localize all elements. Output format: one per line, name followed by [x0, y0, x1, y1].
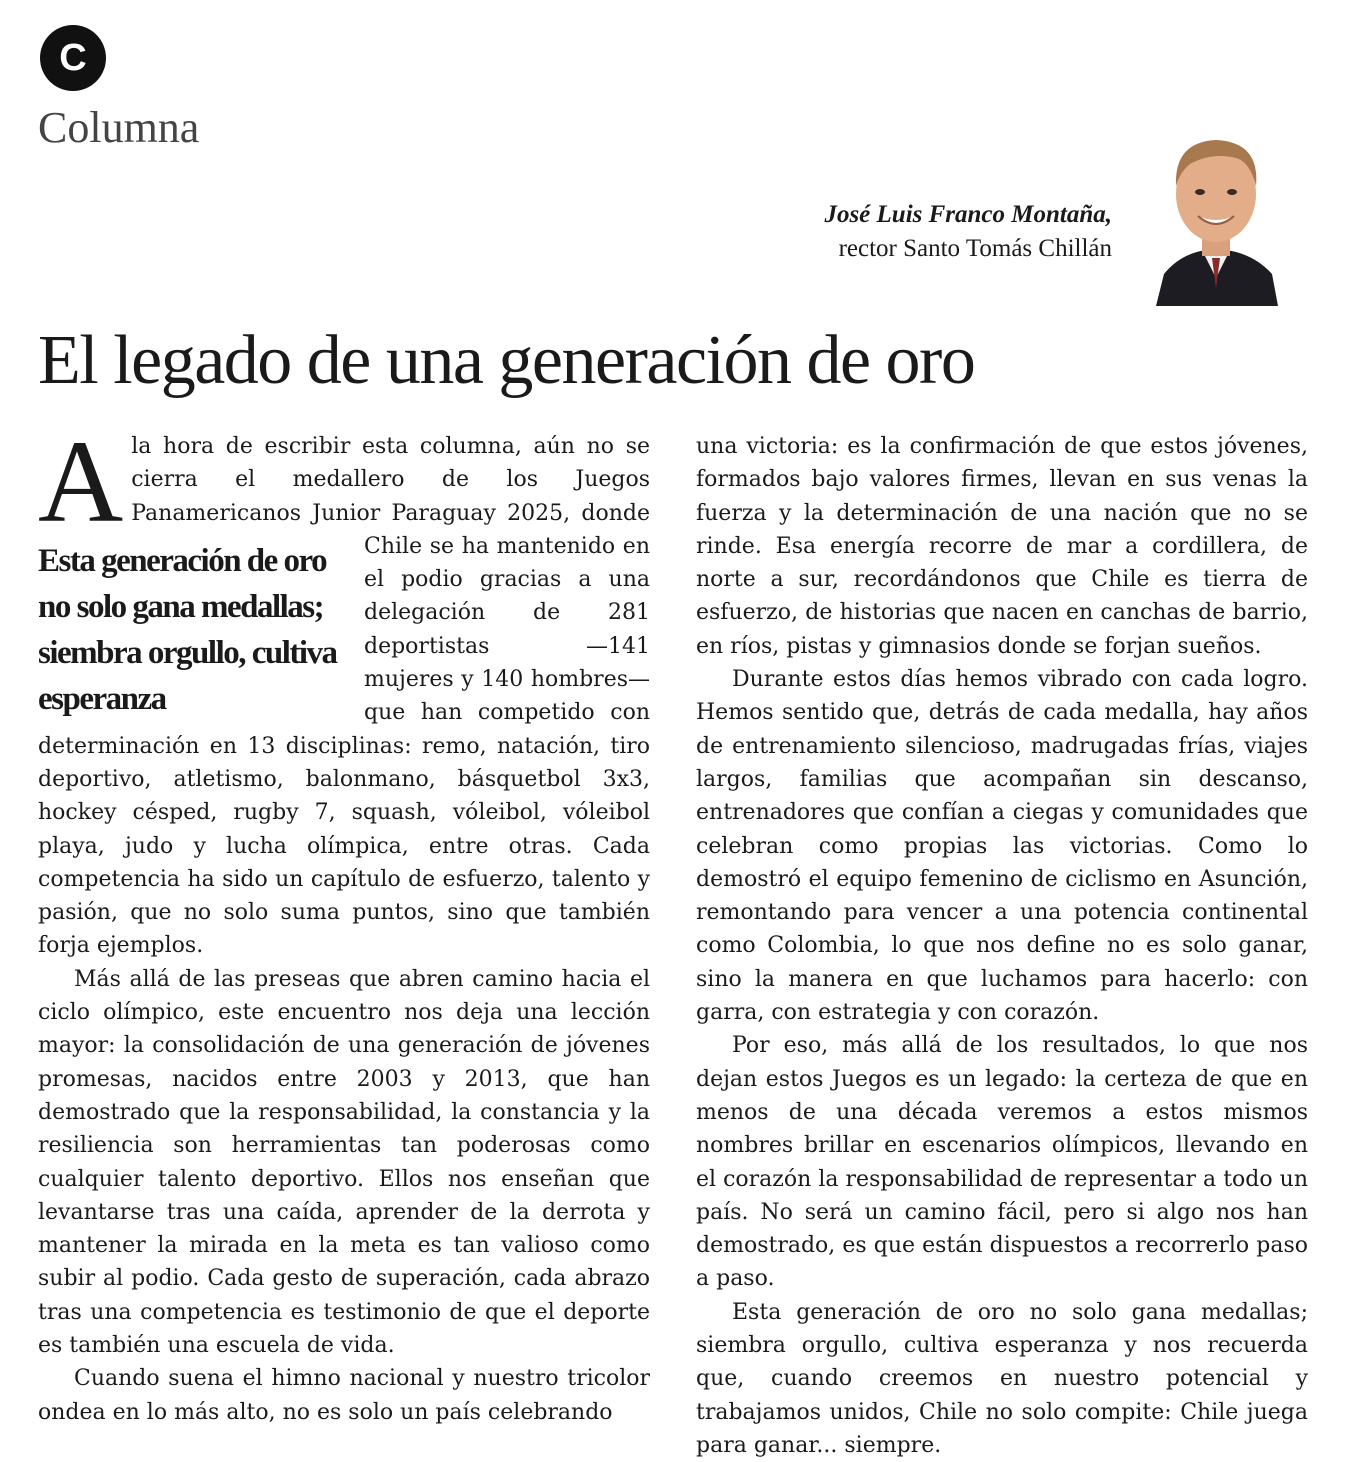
article-paragraph: Más allá de las preseas que abren camino hacia el ciclo olímpico, este encuentro nos deja una lección mayor: la consolidación de una generación de jóvenes promesas, nacidos entre 2003 y 2013, que han demostrado que la responsabilidad, la constancia y la resiliencia son herramientas tan poderosas como cualquier talento deportivo. Ellos nos enseñan que levantarse tras una caída, aprender de la derrota y mantener la mirada en la meta es tan valioso como subir al podio. Cada gesto de superación, cada abrazo tras una competencia es testimonio de que el deporte es también una escuela de vida.	[38, 966, 650, 1359]
pull-quote: Esta generación de oro no solo gana medallas; siembra orgullo, cultiva esperanza	[38, 543, 337, 717]
drop-cap: A	[38, 416, 124, 547]
section-label: Columna	[38, 103, 200, 152]
author-role: rector Santo Tomás Chillán	[838, 235, 1112, 262]
article-paragraph: Por eso, más allá de los resultados, lo que nos dejan estos Juegos es un legado: la certeza de que en menos de una década veremos a estos mismos nombres brillar en escenarios olímpicos, llevando en el corazón la responsabilidad de representar a todo un país. No será un camino fácil, pero si algo nos han demostrado, es que están dispuestos a recorrerlo paso a paso.	[696, 1033, 1308, 1292]
article-paragraph: Cuando suena el himno nacional y nuestro tricolor ondea en lo más alto, no es solo un país celebrando	[38, 1366, 650, 1425]
author-byline	[824, 198, 1112, 266]
article-column-right	[696, 430, 1308, 1462]
headline: El legado de una generación de oro	[38, 322, 975, 399]
article-column-left	[38, 416, 650, 1429]
article-paragraph: Esta generación de oro no solo gana medallas; siembra orgullo, cultiva esperanza y nos recuerda que, cuando creemos en nuestro potencial y trabajamos unidos, Chile no solo compite: Chile juega para ganar... siempre.	[696, 1299, 1308, 1458]
author-name: José Luis Franco Montaña,	[824, 201, 1112, 228]
article-paragraph	[38, 416, 650, 963]
article-paragraph: Durante estos días hemos vibrado con cada logro. Hemos sentido que, detrás de cada medalla, hay años de entrenamiento silencioso, madrugadas frías, viajes largos, familias que acompañan sin descanso, entrenadores que confían a ciegas y comunidades que celebran como propias las victorias. Como lo demostró el equipo femenino de ciclismo en Asunción, remontando para vencer a una potencia continental como Colombia, lo que nos define no es solo ganar, sino la manera en que luchamos para hacerlo: con garra, con estrategia y con corazón.	[696, 667, 1308, 1026]
column-logo: C	[40, 25, 106, 91]
author-portrait	[1150, 128, 1282, 306]
article-paragraph: una victoria: es la confirmación de que estos jóvenes, formados bajo valores firmes, llevan en sus venas la fuerza y la determinación de una nación que no se rinde. Esa energía recorre de mar a cordillera, de norte a sur, recordándonos que Chile es tierra de esfuerzo, de historias que nacen en canchas de barrio, en ríos, pistas y gimnasios donde se forjan sueños.	[696, 434, 1308, 659]
paragraph-text: la hora de escribir esta columna, aún no se cierra el medallero de los Juegos Panamericanos Junior Paraguay 2025, donde Chile se ha mantenido en el podio gracias a una delegación de 281 deportistas —141 mujeres y 140 hombres— que han competido con determinación en 13 disciplinas: remo, natación, tiro deportivo, atletismo, balonmano, básquetbol 3x3, hockey césped, rugby 7, squash, vóleibol, vóleibol playa, judo y lucha olímpica, entre otras. Cada competencia ha sido un capítulo de esfuerzo, talento y pasión, que no solo suma puntos, sino que también forja ejemplos.	[38, 434, 650, 959]
